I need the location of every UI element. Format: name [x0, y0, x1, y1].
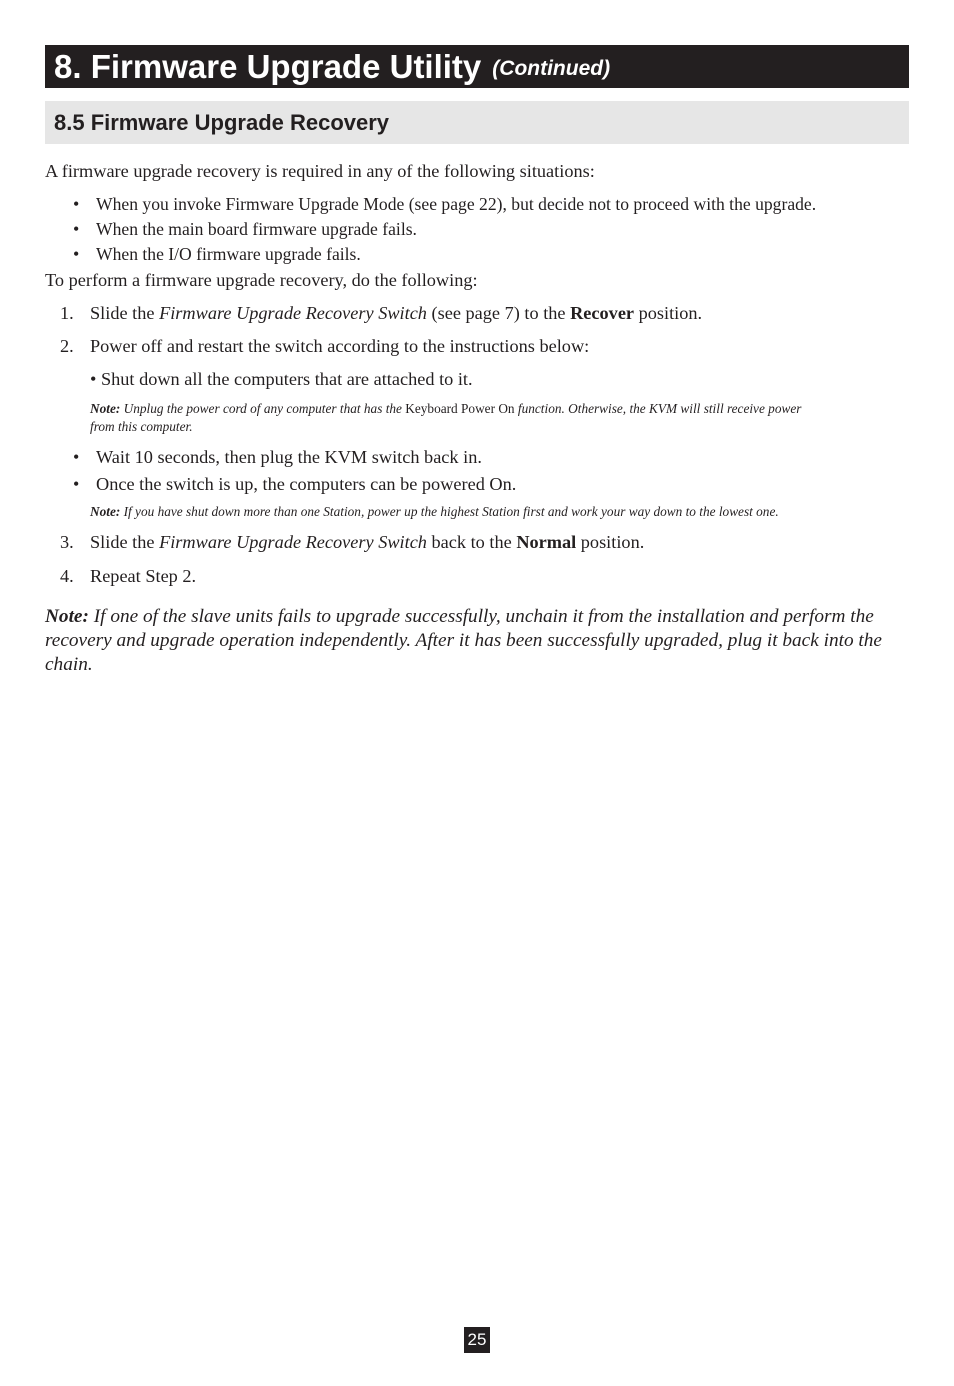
step-4: Repeat Step 2. [90, 566, 197, 586]
keyboard-power-on-term: Keyboard Power On [405, 401, 515, 416]
step-2-sub-power-on: Once the switch is up, the computers can be powered On. [96, 474, 517, 494]
recovery-switch-term: Firmware Upgrade Recovery Switch [159, 303, 427, 323]
step-1: Slide the Firmware Upgrade Recovery Switch (see page 7) to the Recover position. [90, 303, 703, 323]
power-cord-note-line-2: from this computer. [90, 419, 193, 434]
intro-text: A firmware upgrade recovery is required in any of the following situations: [45, 161, 595, 181]
slave-unit-note: Note: If one of the slave units fails to upgrade successfully, unchain it from the installation and perform the recovery and upgrade operation independently. After it has been successfully upgraded, plug it back into the chain. [45, 606, 882, 675]
note-label: Note: [90, 504, 121, 519]
step-2-sub-shutdown: • Shut down all the computers that are attached to it. [90, 369, 473, 389]
step-number-4: 4. [60, 566, 74, 586]
bullet-icon: • [73, 244, 80, 264]
step-number-2: 2. [60, 336, 74, 356]
step-3: Slide the Firmware Upgrade Recovery Switch back to the Normal position. [90, 532, 645, 552]
procedure-intro: To perform a firmware upgrade recovery, do the following: [45, 270, 478, 290]
bullet-icon: • [73, 474, 80, 494]
note-label: Note: [45, 606, 89, 627]
situation-item-2: When the main board firmware upgrade fails. [96, 219, 417, 239]
note-label: Note: [90, 401, 121, 416]
section-title: 8.5 Firmware Upgrade Recovery [54, 109, 390, 135]
chapter-title-bar [45, 45, 909, 88]
normal-position-term: Normal [516, 532, 577, 552]
bullet-icon: • [73, 194, 80, 214]
step-2-sub-wait: Wait 10 seconds, then plug the KVM switch back in. [96, 447, 482, 467]
page-number: 25 [464, 1327, 490, 1353]
bullet-icon: • [73, 219, 80, 239]
step-number-1: 1. [60, 303, 74, 323]
bullet-icon: • [73, 447, 80, 467]
recover-position-term: Recover [570, 303, 635, 323]
recovery-switch-term: Firmware Upgrade Recovery Switch [159, 532, 427, 552]
step-number-3: 3. [60, 532, 74, 552]
chapter-title: 8. Firmware Upgrade Utility [54, 47, 482, 85]
step-2: Power off and restart the switch according to the instructions below: [90, 336, 590, 356]
station-order-note: Note: If you have shut down more than one Station, power up the highest Station first and work your way down to the lowest one. [90, 504, 779, 519]
power-cord-note: Note: Unplug the power cord of any computer that has the Keyboard Power On function. Otherwise, the KVM will still receive power [90, 401, 802, 416]
situation-item-1: When you invoke Firmware Upgrade Mode (see page 22), but decide not to proceed with the upgrade. [96, 194, 817, 214]
section-heading-bar [45, 101, 909, 144]
continued-label: (Continued) [492, 56, 611, 80]
situation-item-3: When the I/O firmware upgrade fails. [96, 244, 361, 264]
